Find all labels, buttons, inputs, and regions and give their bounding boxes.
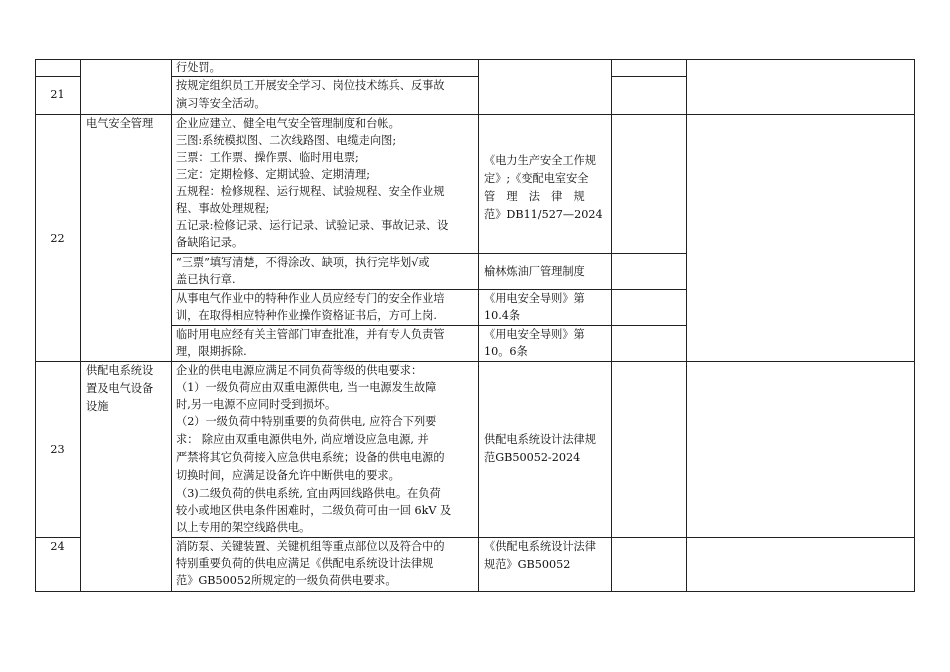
basis-text: 范》DB11/527—2024 [484, 208, 603, 221]
table-border-left [35, 59, 36, 592]
table-border-right [914, 59, 915, 592]
row-number: 23 [50, 443, 65, 456]
row-number: 21 [50, 88, 65, 101]
requirement-text: 演习等安全活动。 [176, 97, 266, 110]
row-number: 24 [50, 540, 65, 553]
column-divider [478, 59, 479, 592]
requirement-text: 备缺陷记录。 [176, 236, 244, 249]
basis-text: 范GB50052-2024 [484, 451, 581, 464]
basis-text: 供配电系统设计法律规 [484, 433, 596, 446]
requirement-text: 求： 除应由双重电源供电外, 尚应增设应急电源, 并 [176, 433, 429, 446]
requirement-text: 时,另一电源不应同时受到损坏。 [176, 398, 337, 411]
requirement-text: 行处罚。 [176, 61, 221, 74]
item-name: 设施 [86, 400, 109, 413]
column-divider [80, 59, 81, 592]
requirement-text: 三定：定期检修、定期试验、定期清理; [176, 168, 370, 181]
requirement-text: 范》GB50052所规定的一级负荷供电要求。 [176, 574, 397, 587]
requirement-text: （3)二级负荷的供电系统, 宜由两回线路供电。在负荷 [176, 487, 441, 500]
column-divider [686, 59, 687, 592]
requirement-text: 消防泵、关键装置、关键机组等重点部位以及符合中的 [176, 540, 445, 553]
requirement-text: 切换时间，应满足设备允许中断供电的要求。 [176, 469, 400, 482]
basis-text: 规范》GB50052 [484, 558, 571, 571]
item-name: 电气安全管理 [86, 117, 154, 130]
basis-text: 《用电安全导则》第 [484, 328, 585, 341]
row-divider [35, 361, 915, 362]
basis-text: 管 理 法 律 规 [484, 190, 585, 203]
requirement-text: 训，在取得相应特种作业操作资格证书后，方可上岗. [176, 309, 437, 322]
row-number: 22 [50, 232, 65, 245]
row-divider [35, 114, 915, 115]
requirement-text: 盖已执行章. [176, 273, 236, 286]
requirement-text: 五记录:检修记录、运行记录、试验记录、事故记录、设 [176, 219, 449, 232]
requirement-text: “三票”填写清楚，不得涂改、缺项，执行完毕划√或 [176, 256, 430, 269]
basis-text: 榆林炼油厂管理制度 [484, 265, 585, 278]
row-divider [35, 76, 80, 77]
requirement-text: （1）一级负荷应由双重电源供电, 当一电源发生故障 [176, 381, 437, 394]
requirement-text: 按规定组织员工开展安全学习、岗位技术练兵、反事故 [176, 79, 445, 92]
column-divider [611, 59, 612, 592]
column-divider [171, 59, 172, 592]
requirement-text: 企业应建立、健全电气安全管理制度和台帐。 [176, 117, 400, 130]
row-divider [611, 76, 686, 77]
basis-text: 10.4条 [484, 309, 521, 322]
requirement-text: 以上专用的架空线路供电。 [176, 521, 311, 534]
basis-text: 10。6条 [484, 345, 528, 358]
requirement-text: 临时用电应经有关主管部门审查批准，并有专人负责管 [176, 328, 445, 341]
requirement-text: 较小或地区供电条件困难时，二级负荷可由一回 6kV 及 [176, 504, 452, 517]
requirement-text: 五规程：检修规程、运行规程、试验规程、安全作业规 [176, 185, 445, 198]
item-name: 供配电系统设 [86, 364, 154, 377]
basis-text: 《供配电系统设计法律 [484, 540, 596, 553]
basis-text: 《用电安全导则》第 [484, 292, 585, 305]
basis-text: 《电力生产安全工作规 [484, 154, 596, 167]
requirement-text: 三票：工作票、操作票、临时用电票; [176, 151, 359, 164]
table-border-top [35, 59, 915, 60]
requirement-text: 从事电气作业中的特种作业人员应经专门的安全作业培 [176, 292, 445, 305]
requirement-text: 理，限期拆除. [176, 345, 247, 358]
requirement-text: 三图:系统模拟图、二次线路图、电缆走向图; [176, 134, 397, 147]
table-border-bottom [35, 591, 915, 592]
basis-text: 定》;《变配电室安全 [484, 172, 589, 185]
item-name: 置及电气设备 [86, 382, 154, 395]
requirement-text: 特别重要负荷的供电应满足《供配电系统设计法律规 [176, 557, 434, 570]
requirement-text: 严禁将其它负荷接入应急供电系统；设备的供电电源的 [176, 451, 445, 464]
requirement-text: （2）一级负荷中特别重要的负荷供电, 应符合下列要 [176, 415, 437, 428]
requirement-text: 程、事故处理规程; [176, 202, 270, 215]
requirement-text: 企业的供电电源应满足不同负荷等级的供电要求： [176, 364, 423, 377]
